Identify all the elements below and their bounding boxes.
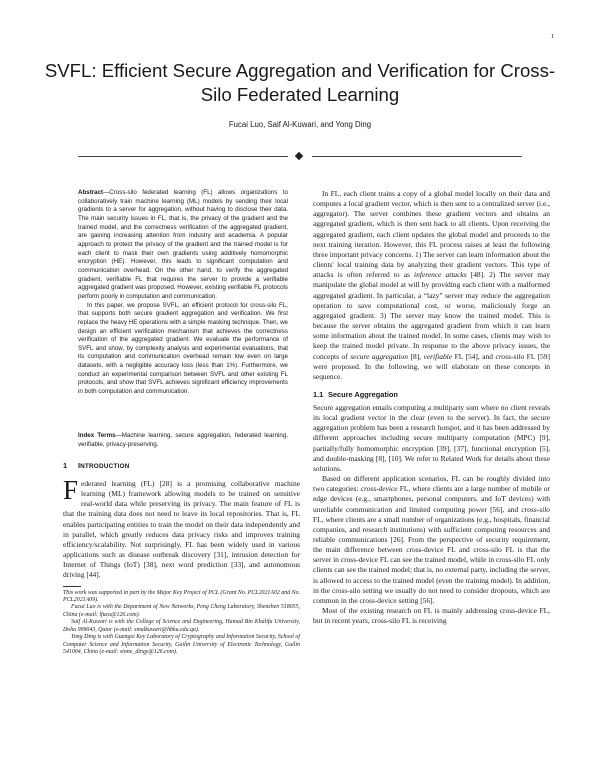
footnote-funding: This work was supported in part by the Major Key Project of PCL (Grant No. PCL2021A02 and No. PCL2021A09). bbox=[63, 589, 300, 604]
abstract-paragraph-2: In this paper, we propose SVFL, an efficient protocol for cross-silo FL, that supports both secure gradient aggregation and verification. We first replace the heavy HE operations with a simple masking technique. Then, we design an efficient verification mechanism that achieves the correctness verification of the aggregated gradient. We evaluate the performance of SVFL and show, by complexity analysis and experimental evaluations, that its computation and communication overhead remain low even on large datasets, with a negligible accuracy loss (less than 1%). Furthermore, we conduct an experimental comparison between SVFL and other existing FL protocols, and show that SVFL achieves significant efficiency improvements in both computation and communication. bbox=[78, 301, 288, 396]
text-run: Based on different application scenarios, FL can be roughly divided into two categories: bbox=[313, 474, 550, 494]
index-terms-text: —Machine learning, secure aggregation, federated learning, verifiable, privacy-preserving. bbox=[78, 432, 288, 448]
left-column bbox=[63, 461, 300, 657]
separator-rule-left bbox=[78, 156, 288, 157]
subsection-number: 1.1 bbox=[313, 389, 324, 399]
page-number: 1 bbox=[550, 33, 554, 40]
subsection-title: Secure Aggregation bbox=[328, 389, 398, 399]
emphasis-cross-device: cross-device bbox=[360, 484, 398, 494]
abstract-text-1: —Cross-silo federated learning (FL) allows organizations to collaboratively train machine learning (ML) models by sending their local gradients to a server for aggregation, without having to disclose their data. The main security issues in FL, that is, the privacy of the gradient and the trained model, and the correctness verification of the aggregated gradient, are gaining increasing attention from industry and academia. A popular approach to protect the privacy of the gradient and the trained model is for each client to mask their own gradients using additively homomorphic encryption (HE). However, this leads to significant computation and communication overhead. On the other hand, to verify the aggregated gradient, verifiable FL that requires the server to provide a verifiable aggregated gradient was proposed. However, existing verifiable FL protocols perform poorly in computation and communication. bbox=[78, 189, 288, 300]
separator-diamond-icon bbox=[295, 151, 303, 159]
abstract bbox=[78, 189, 288, 397]
separator-rule-right bbox=[312, 156, 522, 157]
text-run: [8], bbox=[407, 351, 424, 361]
text-run: In FL, each client trains a copy of a global model locally on their data and computes a local gradient vector, which is then sent to a centralized server (i.e., aggregator). The server combines these gradient vectors and obtains an aggregated gradient, which is then sent back to all clients. Upon receiving the aggregated gradient, each client updates the global model and proceeds to the next training iteration. However, this FL process raises at least the following three important privacy concerns. 1) The server can learn information about the clients' local training data by analyzing their gradient vectors. This type of attacks is often referred to as bbox=[313, 189, 550, 280]
subsection-heading-secure-aggregation bbox=[313, 390, 550, 400]
footnote-author-3: Yong Ding is with Guangxi Key Laboratory of Cryptography and Information Security, School of Computer Science and Information Security, Guilin University of Electronic Technology, Guilin 541004, China (e-mail: stone_dingy@126.com). bbox=[63, 634, 300, 656]
section-heading-rest: NTRODUCTION bbox=[80, 463, 130, 470]
emphasis-secure-aggregation: secure aggregation bbox=[350, 351, 408, 361]
text-run: FL, where clients are a small number of organizations (e.g., hospitals, financial companies, and research institutions) with sufficient computing resources and reliable communications [26]. From the perspective of security requirement, the main difference between cross-device FL and cross-silo FL is that the server in cross-device FL can see the trained model, while in cross-silo FL only clients can see the trained model; that is, no external party, including the server, is allowed to access to the trained model (even the training model). In addition, in the cross-silo setting we usually do not need to consider dropouts, which are common in the cross-device setting [56]. bbox=[313, 514, 550, 605]
body-paragraph-fl-categories bbox=[313, 474, 550, 606]
text-run: FL, where clients are a large number of mobile or edge devices (e.g., smartphones, personal computers, and IoT devices) with unreliable communication and limited computing power [56], and bbox=[313, 484, 550, 514]
right-column bbox=[313, 189, 550, 626]
intro-paragraph-1-text: ederated learning (FL) [28] is a promising collaborative machine learning (ML) framework allowing models to be trained on sensitive real-world data while preserving its privacy. The main feature of FL is that the training data does not need to leave its local repositories. That is, FL enables participating entities to train the model on their data independently and in parallel, which greatly reduces data privacy risks and improves training efficiency/scalability. Not surprisingly, FL has been widely used in various applications such as disease outbreak discovery [31], intrusion detection for Internet of Things (IoT) [38], next word prediction [33], and autonomous driving [44]. bbox=[63, 479, 300, 580]
paper-title: SVFL: Efficient Secure Aggregation and Verification for Cross-Silo Federated Learning bbox=[44, 60, 556, 105]
text-run: FL [54], and bbox=[452, 351, 496, 361]
footnote-author-2: Saif Al-Kuwari is with the College of Science and Engineering, Hamad Bin Khalifa University, Doha 999043, Qatar (e-mail: smalkuwari@hbku.edu.qa). bbox=[63, 619, 300, 633]
abstract-heading: Abstract bbox=[78, 189, 104, 196]
body-paragraph-secure-aggregation: Secure aggregation entails computing a multiparty sum where no client reveals its local gradient vector in the clear (even to the server). In fact, the secure aggregation problem has been a research hotspot, and it has been addressed by different approaches including secure multiparty computation (MPC) [9], partially/fully homomorphic encryption [39], [37], functional encryption [5], and double-masking [8], [10]. We refer to Related Work for details about these solutions. bbox=[313, 402, 550, 473]
body-paragraph-existing-research: Most of the existing research on FL is mainly addressing cross-device FL, but in recent years, cross-silo FL is receiving bbox=[313, 606, 550, 626]
drop-cap: F bbox=[63, 475, 79, 505]
section-heading-introduction bbox=[63, 461, 300, 472]
text-run: FL [59] were proposed. In the following, we will elaborate on these concepts in sequence. bbox=[313, 351, 550, 381]
intro-paragraph-1 bbox=[63, 475, 300, 581]
section-number: 1 bbox=[63, 461, 68, 470]
body-paragraph-fl-concerns bbox=[313, 189, 550, 382]
emphasis-inference-attacks: inference attacks bbox=[414, 270, 467, 280]
footnote-rule bbox=[63, 586, 81, 587]
abstract-paragraph-1 bbox=[78, 189, 288, 302]
emphasis-verifiable: verifiable bbox=[423, 351, 453, 361]
index-terms bbox=[78, 432, 288, 449]
footnote-author-1: Fucai Luo is with the Department of New Networks, Peng Cheng Laboratory, Shenzhen 518055, China (e-mail: lfuca@126.com). bbox=[63, 604, 300, 618]
emphasis-cross-silo: cross-silo bbox=[521, 504, 550, 514]
index-terms-heading: Index Terms bbox=[78, 432, 116, 439]
text-run: [48]. 2) The server may manipulate the global model at will by providing each client with a malformed aggregated gradient. In particular, a “lazy” server may reduce the aggregation operation to save computational cost, or worse, maliciously forge an aggregated gradient. 3) The server may know the trained model. This is because the server obtains the aggregated gradient from which it can learn some information about the trained model. In some cases, clients may wish to keep the trained model private. In response to the above privacy issues, the concepts of bbox=[313, 270, 551, 361]
author-list: Fucai Luo, Saif Al-Kuwari, and Yong Ding bbox=[228, 120, 372, 129]
emphasis-cross-silo: cross-silo bbox=[495, 351, 525, 361]
section-heading-first-letter: I bbox=[78, 461, 81, 470]
